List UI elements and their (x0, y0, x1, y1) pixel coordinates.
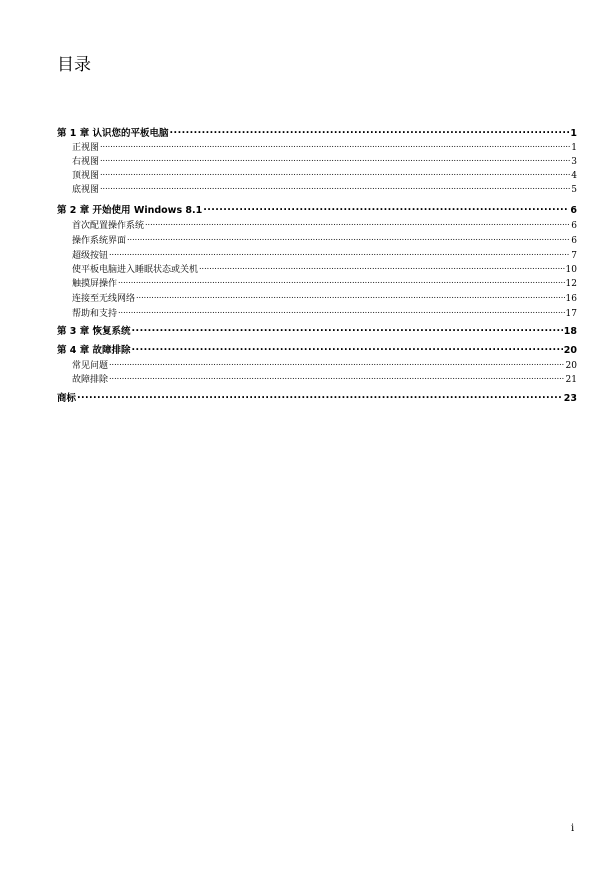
toc-entry-chapter-4[interactable] (57, 343, 577, 357)
toc-entry-title: 故障排除 (72, 375, 109, 385)
toc-entry-help-support[interactable] (57, 306, 577, 320)
dot-leader (132, 324, 563, 334)
toc-entry-chapter-1[interactable] (57, 126, 577, 140)
dot-leader (127, 233, 570, 243)
page-number: i (571, 823, 575, 834)
dot-leader (100, 182, 570, 192)
toc-entry-page: 23 (563, 393, 577, 404)
dot-leader (199, 262, 565, 272)
toc-entry-wireless[interactable] (57, 291, 577, 305)
toc-entry-title: 首次配置操作系统 (72, 221, 145, 231)
toc-entry-title: 右视图 (72, 157, 100, 167)
dot-leader (100, 154, 570, 164)
toc-entry-page: 3 (571, 157, 577, 167)
toc-entry-page: 6 (571, 221, 577, 231)
toc-entry-page: 6 (571, 236, 577, 246)
toc-entry-title: 帮助和支持 (72, 309, 118, 319)
dot-leader (132, 343, 563, 353)
dot-leader (109, 358, 565, 368)
page-title: 目录 (57, 55, 91, 75)
dot-leader (136, 291, 565, 301)
dot-leader (100, 140, 570, 150)
toc-entry-title: 第 2 章 开始使用 Windows 8.1 (57, 205, 203, 216)
toc-entry-bottom-view[interactable] (57, 182, 577, 196)
toc-entry-page: 4 (571, 171, 577, 181)
toc-entry-page: 21 (565, 375, 577, 385)
dot-leader (109, 248, 570, 258)
dot-leader (118, 276, 565, 286)
toc-entry-page: 10 (565, 265, 577, 275)
toc-entry-trademarks[interactable] (57, 391, 577, 405)
toc-entry-charms[interactable] (57, 248, 577, 262)
toc-entry-faq[interactable] (57, 358, 577, 372)
dot-leader (100, 168, 570, 178)
toc-entry-page: 18 (563, 326, 577, 337)
toc-entry-page: 1 (571, 143, 577, 153)
toc-entry-right-view[interactable] (57, 154, 577, 168)
toc-entry-os-interface[interactable] (57, 233, 577, 247)
toc-entry-title: 使平板电脑进入睡眠状态或关机 (72, 265, 199, 275)
toc-entry-page: 5 (571, 185, 577, 195)
toc-entry-title: 触摸屏操作 (72, 279, 118, 289)
toc-entry-page: 17 (565, 309, 577, 319)
toc-entry-troubleshooting[interactable] (57, 372, 577, 386)
toc-entry-chapter-2[interactable] (57, 203, 577, 217)
toc-entry-sleep-shutdown[interactable] (57, 262, 577, 276)
dot-leader (77, 391, 563, 401)
toc-entry-page: 6 (570, 205, 577, 216)
toc-entry-page: 1 (570, 128, 577, 139)
dot-leader (118, 306, 565, 316)
toc-entry-page: 7 (571, 251, 577, 261)
toc-entry-first-setup[interactable] (57, 218, 577, 232)
toc-entry-title: 第 3 章 恢复系统 (57, 326, 131, 337)
toc-entry-title: 连接至无线网络 (72, 294, 136, 304)
dot-leader (109, 372, 565, 382)
dot-leader (170, 126, 570, 136)
toc-entry-chapter-3[interactable] (57, 324, 577, 338)
toc-entry-page: 20 (563, 345, 577, 356)
toc-entry-title: 正视图 (72, 143, 100, 153)
toc-entry-title: 操作系统界面 (72, 236, 127, 246)
toc-entry-title: 商标 (57, 393, 77, 404)
toc-entry-title: 第 4 章 故障排除 (57, 345, 131, 356)
toc-entry-top-view[interactable] (57, 168, 577, 182)
toc-entry-title: 超级按钮 (72, 251, 109, 261)
toc-entry-title: 底视图 (72, 185, 100, 195)
toc-entry-page: 16 (565, 294, 577, 304)
toc-entry-touchscreen[interactable] (57, 276, 577, 290)
toc-entry-title: 顶视图 (72, 171, 100, 181)
toc-entry-title: 第 1 章 认识您的平板电脑 (57, 128, 169, 139)
toc-entry-front-view[interactable] (57, 140, 577, 154)
dot-leader (203, 203, 569, 213)
toc-entry-page: 12 (565, 279, 577, 289)
toc-entry-page: 20 (565, 361, 577, 371)
toc-entry-title: 常见问题 (72, 361, 109, 371)
dot-leader (145, 218, 570, 228)
